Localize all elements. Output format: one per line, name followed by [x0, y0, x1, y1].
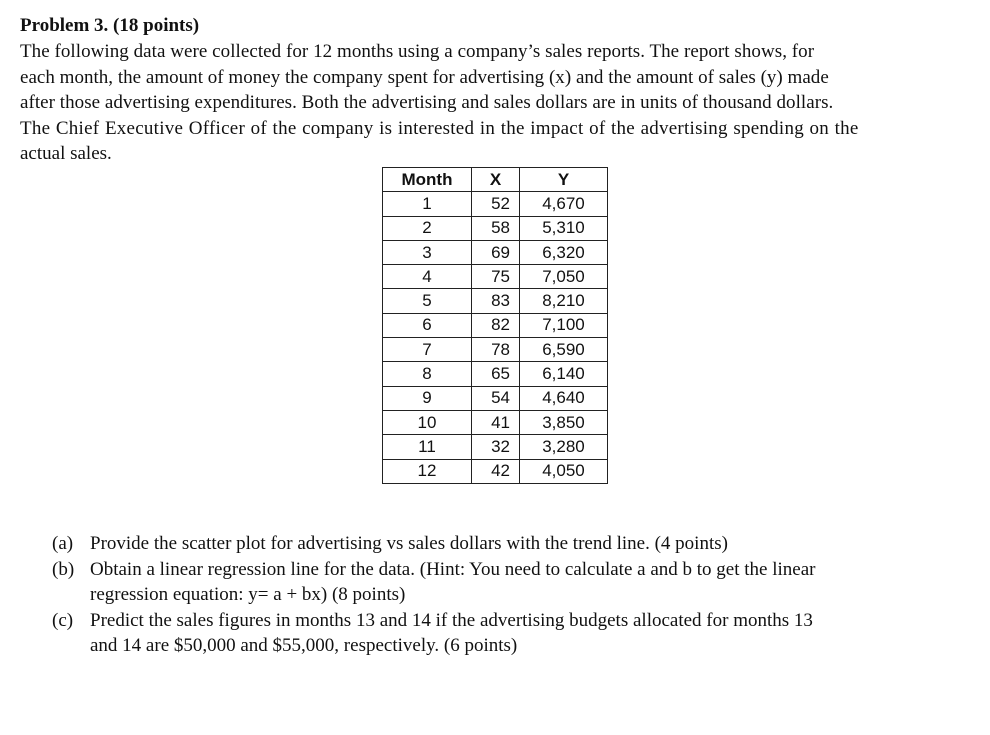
cell-x: 54: [472, 386, 520, 410]
data-table: [382, 167, 608, 484]
cell-y: 4,670: [520, 192, 608, 216]
question-text: and 14 are $50,000 and $55,000, respectively. (6 points): [90, 635, 518, 656]
table-row: [383, 410, 608, 434]
question-label: (a): [52, 533, 74, 554]
cell-month: 2: [383, 216, 472, 240]
header-x: X: [472, 168, 520, 192]
header-y: Y: [520, 168, 608, 192]
question-c: [52, 608, 962, 659]
intro-line: each month, the amount of money the company spent for advertising (x) and the amount of sales (y) made: [20, 66, 829, 88]
cell-month: 12: [383, 459, 472, 483]
cell-month: 7: [383, 338, 472, 362]
table-row: [383, 459, 608, 483]
cell-y: 3,280: [520, 435, 608, 459]
problem-title: Problem 3. (18 points): [20, 15, 200, 36]
cell-x: 69: [472, 240, 520, 264]
intro-line: The following data were collected for 12 months using a company’s sales reports. The report shows, for: [20, 41, 815, 62]
cell-month: 11: [383, 435, 472, 459]
cell-x: 75: [472, 265, 520, 289]
cell-y: 6,140: [520, 362, 608, 386]
table-row: [383, 192, 608, 216]
cell-x: 42: [472, 459, 520, 483]
cell-y: 7,100: [520, 313, 608, 337]
cell-x: 65: [472, 362, 520, 386]
question-label: (c): [52, 609, 74, 631]
cell-month: 4: [383, 265, 472, 289]
cell-month: 8: [383, 362, 472, 386]
cell-x: 41: [472, 410, 520, 434]
cell-month: 6: [383, 313, 472, 337]
problem-intro: [20, 39, 970, 167]
cell-x: 52: [472, 192, 520, 216]
cell-month: 3: [383, 240, 472, 264]
table-row: [383, 313, 608, 337]
intro-line: after those advertising expenditures. Both the advertising and sales dollars are in units of thousand dollars.: [20, 92, 834, 113]
cell-month: 1: [383, 192, 472, 216]
question-label: (b): [52, 558, 75, 580]
header-month: Month: [383, 168, 472, 192]
table-row: [383, 289, 608, 313]
cell-x: 78: [472, 338, 520, 362]
cell-y: 7,050: [520, 265, 608, 289]
table-row: [383, 386, 608, 410]
cell-x: 32: [472, 435, 520, 459]
table-row: [383, 362, 608, 386]
question-text: Predict the sales figures in months 13 and 14 if the advertising budgets allocated for months 13: [90, 609, 813, 631]
question-a: [52, 531, 962, 557]
cell-y: 4,640: [520, 386, 608, 410]
question-text: Provide the scatter plot for advertising vs sales dollars with the trend line. (4 points): [90, 533, 728, 554]
table-row: [383, 216, 608, 240]
cell-x: 58: [472, 216, 520, 240]
table-header-row: [383, 168, 608, 192]
cell-y: 4,050: [520, 459, 608, 483]
question-text: regression equation: y= a + bx) (8 points): [90, 584, 406, 605]
table-row: [383, 265, 608, 289]
cell-y: 5,310: [520, 216, 608, 240]
cell-month: 10: [383, 410, 472, 434]
question-list: [52, 531, 962, 659]
intro-line: actual sales.: [20, 143, 112, 164]
table-row: [383, 435, 608, 459]
cell-y: 3,850: [520, 410, 608, 434]
cell-y: 8,210: [520, 289, 608, 313]
cell-month: 5: [383, 289, 472, 313]
cell-x: 82: [472, 313, 520, 337]
table-row: [383, 338, 608, 362]
cell-y: 6,590: [520, 338, 608, 362]
cell-month: 9: [383, 386, 472, 410]
cell-y: 6,320: [520, 240, 608, 264]
cell-x: 83: [472, 289, 520, 313]
intro-line: The Chief Executive Officer of the company is interested in the impact of the advertising spending on the: [20, 117, 859, 139]
question-text: Obtain a linear regression line for the data. (Hint: You need to calculate a and b to get the linear: [90, 558, 816, 580]
question-b: [52, 557, 962, 608]
table-row: [383, 240, 608, 264]
